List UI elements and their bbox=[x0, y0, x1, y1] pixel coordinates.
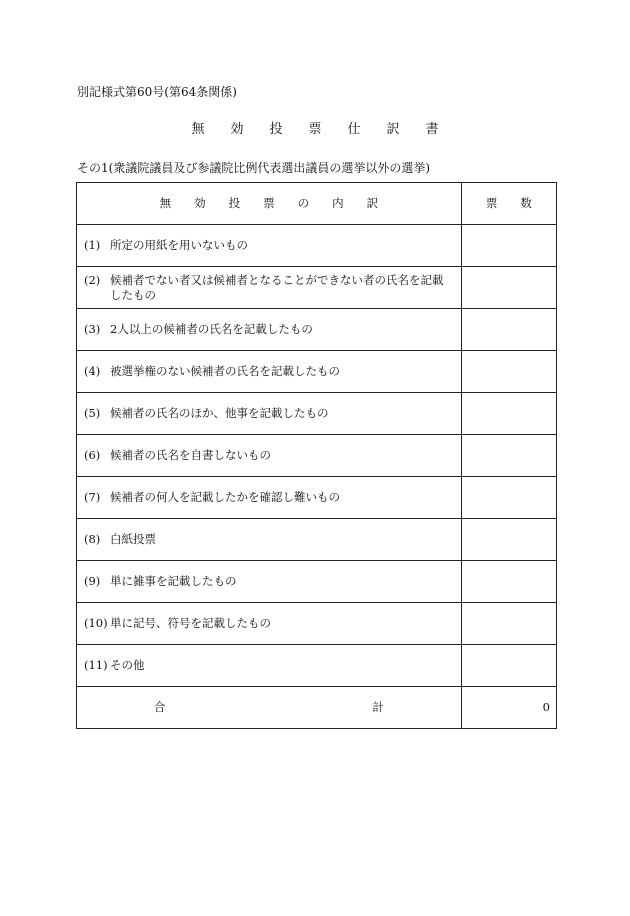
item-number: (10) bbox=[84, 616, 108, 630]
item-description-cell bbox=[77, 435, 462, 477]
item-description-cell bbox=[77, 561, 462, 603]
section-title: その1(衆議院議員及び参議院比例代表選出議員の選挙以外の選挙) bbox=[77, 161, 431, 175]
item-description-cell bbox=[77, 477, 462, 519]
item-description-cell bbox=[77, 309, 462, 351]
item-text: 単に雑事を記載したもの bbox=[110, 574, 237, 588]
item-text: その他 bbox=[110, 658, 145, 672]
item-text: 所定の用紙を用いないもの bbox=[110, 238, 248, 252]
item-count-cell[interactable] bbox=[461, 645, 556, 687]
table-header-row bbox=[77, 183, 557, 225]
table-row bbox=[77, 267, 557, 309]
item-text: 候補者の氏名を自書しないもの bbox=[110, 448, 271, 462]
item-description-cell bbox=[77, 603, 462, 645]
item-description-cell bbox=[77, 351, 462, 393]
invalid-votes-table bbox=[76, 182, 557, 729]
table-row bbox=[77, 309, 557, 351]
form-reference: 別記様式第60号(第64条関係) bbox=[77, 85, 237, 99]
item-description-cell bbox=[77, 393, 462, 435]
item-count-cell[interactable] bbox=[461, 225, 556, 267]
item-description-cell bbox=[77, 267, 462, 309]
item-description-cell bbox=[77, 519, 462, 561]
item-number: (5) bbox=[84, 406, 101, 420]
total-value-cell: 0 bbox=[461, 687, 556, 729]
table-row bbox=[77, 519, 557, 561]
item-count-cell[interactable] bbox=[461, 561, 556, 603]
item-number: (7) bbox=[84, 490, 101, 504]
header-count-cell: 票 数 bbox=[461, 183, 556, 225]
item-text: 候補者でない者又は候補者となることができない者の氏名を記載したもの bbox=[110, 272, 444, 302]
item-text: 候補者の何人を記載したかを確認し難いもの bbox=[110, 490, 340, 504]
table-row bbox=[77, 225, 557, 267]
item-text: 2人以上の候補者の氏名を記載したもの bbox=[110, 322, 313, 336]
item-count-cell[interactable] bbox=[461, 603, 556, 645]
item-count-cell[interactable] bbox=[461, 309, 556, 351]
item-description-cell bbox=[77, 225, 462, 267]
item-count-cell[interactable] bbox=[461, 519, 556, 561]
table-row bbox=[77, 645, 557, 687]
item-number: (1) bbox=[84, 238, 101, 252]
header-content-cell: 無 効 投 票 の 内 訳 bbox=[77, 183, 462, 225]
item-text: 被選挙権のない候補者の氏名を記載したもの bbox=[110, 364, 340, 378]
table-row bbox=[77, 435, 557, 477]
table-row bbox=[77, 477, 557, 519]
item-text: 候補者の氏名のほか、他事を記載したもの bbox=[110, 406, 329, 420]
item-count-cell[interactable] bbox=[461, 477, 556, 519]
table-row bbox=[77, 561, 557, 603]
table-row bbox=[77, 603, 557, 645]
table-row bbox=[77, 393, 557, 435]
document-title: 無 効 投 票 仕 訳 書 bbox=[191, 122, 439, 137]
item-count-cell[interactable] bbox=[461, 351, 556, 393]
item-number: (2) bbox=[84, 272, 101, 287]
item-text: 白紙投票 bbox=[110, 532, 156, 546]
item-number: (11) bbox=[84, 658, 108, 672]
item-count-cell[interactable] bbox=[461, 435, 556, 477]
item-number: (4) bbox=[84, 364, 101, 378]
item-description-cell bbox=[77, 645, 462, 687]
table-total-row bbox=[77, 687, 557, 729]
item-number: (9) bbox=[84, 574, 101, 588]
item-count-cell[interactable] bbox=[461, 393, 556, 435]
item-count-cell[interactable] bbox=[461, 267, 556, 309]
table-row bbox=[77, 351, 557, 393]
total-label-cell: 合 計 bbox=[77, 687, 462, 729]
item-number: (8) bbox=[84, 532, 101, 546]
item-number: (3) bbox=[84, 322, 101, 336]
item-text: 単に記号、符号を記載したもの bbox=[110, 616, 271, 630]
item-number: (6) bbox=[84, 448, 101, 462]
